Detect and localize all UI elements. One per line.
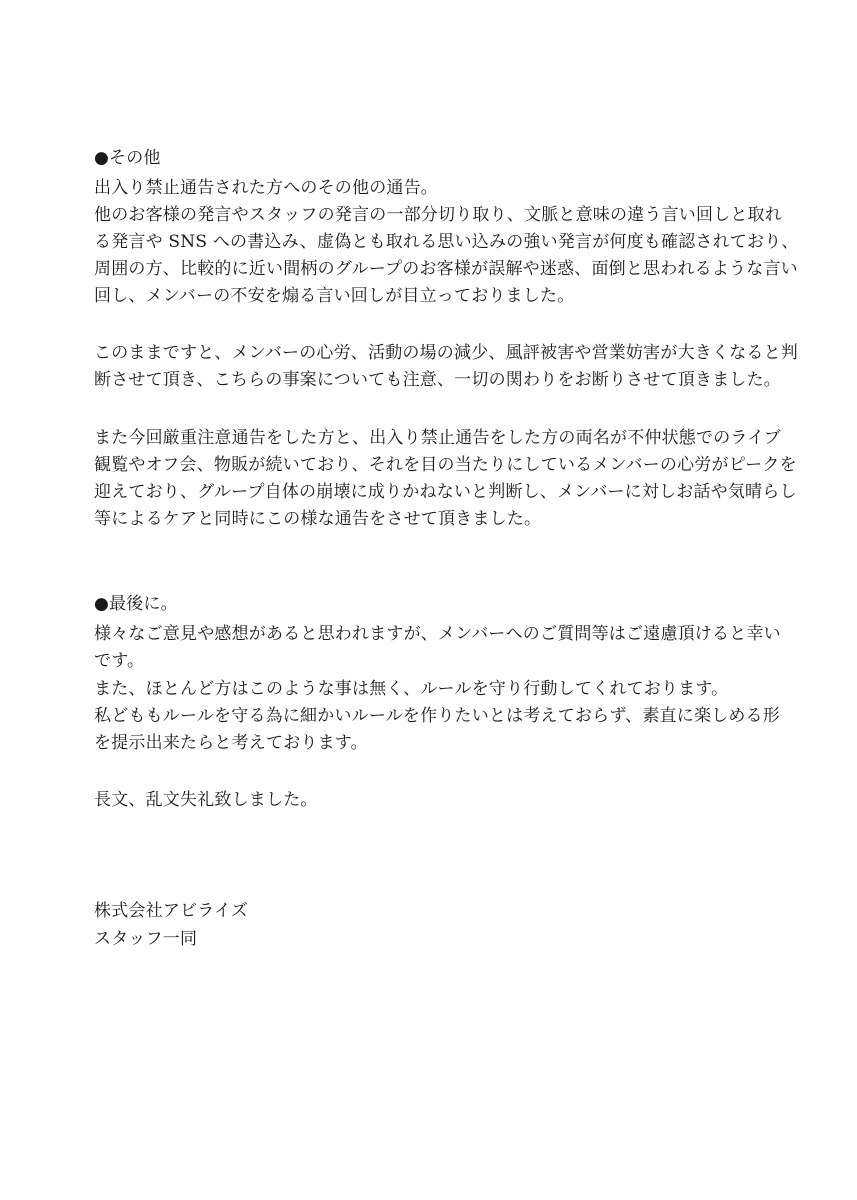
signature-company: 株式会社アビライズ — [94, 901, 249, 921]
body-line: る発言や SNS への書込み、虚偽とも取れる思い込みの強い発言が何度も確認されており、 — [94, 232, 799, 252]
body-line: 観覧やオフ会、物販が続いており、それを目の当たりにしているメンバーの心労がピークを — [94, 455, 797, 475]
body-line: 迎えており、グループ自体の崩壊に成りかねないと判断し、メンバーに対しお話や気晴らし — [94, 482, 797, 502]
body-line: 周囲の方、比較的に近い間柄のグループのお客様が誤解や迷惑、面倒と思われるような言い — [94, 259, 798, 279]
section-heading-last: ●最後に。 — [94, 594, 178, 614]
body-line: また、ほとんど方はこのような事は無く、ルールを守り行動してくれております。 — [94, 679, 729, 699]
section-heading-other: ●その他 — [94, 148, 161, 168]
body-line: を提示出来たらと考えております。 — [94, 733, 368, 753]
body-line: 等によるケアと同時にこの様な通告をさせて頂きました。 — [94, 509, 542, 529]
body-line: 私どももルールを守る為に細かいルールを作りたいとは考えておらず、素直に楽しめる形 — [94, 706, 780, 726]
body-line: 断させて頂き、こちらの事案についても注意、一切の関わりをお断りさせて頂きました。 — [94, 370, 781, 390]
body-line: 他のお客様の発言やスタッフの発言の一部分切り取り、文脈と意味の違う言い回しと取れ — [94, 205, 782, 225]
body-line: このままですと、メンバーの心労、活動の場の減少、風評被害や営業妨害が大きくなると判 — [94, 343, 799, 363]
closing-line: 長文、乱文失礼致しました。 — [94, 790, 318, 810]
body-line: です。 — [94, 651, 145, 671]
body-line: また今回厳重注意通告をした方と、出入り禁止通告をした方の両名が不仲状態でのライブ — [94, 428, 781, 448]
body-line: 出入り禁止通告された方へのその他の通告。 — [94, 178, 438, 198]
body-line: 回し、メンバーの不安を煽る言い回しが目立っておりました。 — [94, 286, 575, 306]
signature-staff: スタッフ一同 — [94, 929, 198, 949]
body-line: 様々なご意見や感想があると思われますが、メンバーへのご質問等はご遠慮頂けると幸い — [94, 624, 781, 644]
